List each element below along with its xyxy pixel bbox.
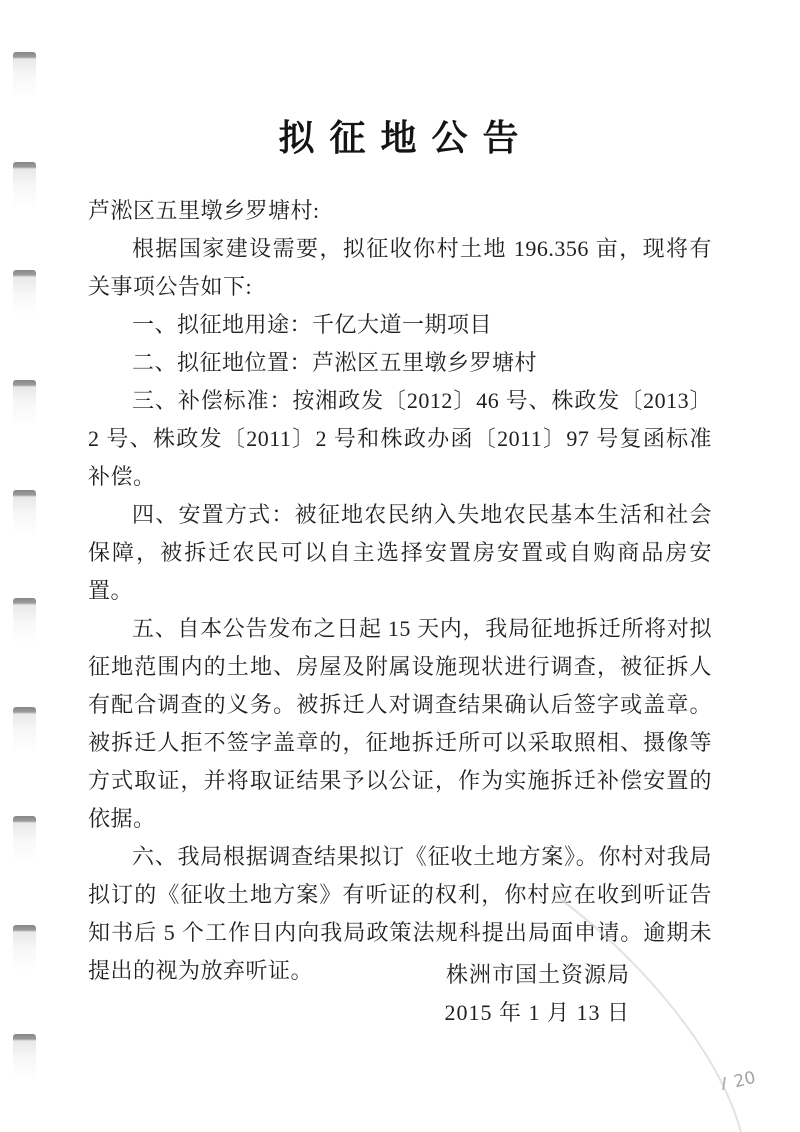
handwritten-page-number: 20 xyxy=(731,1067,758,1093)
paragraph: 六、我局根据调查结果拟订《征收土地方案》。你村对我局拟订的《征收土地方案》有听证的权利，你村应在收到听证告知书后 5 个工作日内向我局政策法规科提出局面申请。逾期未提出的视为放弃听证。 xyxy=(88,844,712,983)
scan-artifact-mark xyxy=(13,925,36,971)
document-title: 拟 征 地 公 告 xyxy=(278,118,522,158)
signature-block xyxy=(444,956,630,1032)
paragraph: 根据国家建设需要，拟征收你村土地 196.356 亩，现将有关事项公告如下: xyxy=(88,236,712,299)
scan-artifact-mark xyxy=(13,270,36,316)
scan-artifact-mark xyxy=(13,598,36,644)
paragraph: 五、自本公告发布之日起 15 天内，我局征地拆迁所将对拟征地范围内的土地、房屋及附属设施现状进行调查，被征拆人有配合调查的义务。被拆迁人对调查结果确认后签字或盖章。被拆迁人拒不签字盖章的，征地拆迁所可以采取照相、摄像等方式取证，并将取证结果予以公证，作为实施拆迁补偿安置的依据。 xyxy=(88,616,712,831)
paragraph: 一、拟征地用途：千亿大道一期项目 xyxy=(132,312,493,337)
scan-artifact-mark xyxy=(13,707,36,753)
signature-date: 2015 年 1 月 13 日 xyxy=(444,1000,630,1025)
scan-artifact-mark xyxy=(13,490,36,536)
handwritten-tick-mark xyxy=(722,1077,726,1090)
scan-artifact-mark xyxy=(13,52,36,98)
scan-artifact-mark xyxy=(13,380,36,426)
paragraph: 四、安置方式：被征地农民纳入失地农民基本生活和社会保障，被拆迁农民可以自主选择安置房安置或自购商品房安置。 xyxy=(88,502,712,603)
paragraph: 二、拟征地位置：芦淞区五里墩乡罗塘村 xyxy=(132,350,538,375)
scan-artifact-mark xyxy=(13,816,36,862)
document-body xyxy=(88,192,712,990)
scan-artifact-mark xyxy=(13,162,36,208)
scan-artifact-mark xyxy=(13,1034,36,1080)
signature-issuer: 株洲市国土资源局 xyxy=(445,962,630,987)
paragraph: 三、补偿标准：按湘政发〔2012〕46 号、株政发〔2013〕2 号、株政发〔2011〕2 号和株政办函〔2011〕97 号复函标准补偿。 xyxy=(88,388,712,489)
salutation: 芦淞区五里墩乡罗塘村: xyxy=(88,198,320,223)
